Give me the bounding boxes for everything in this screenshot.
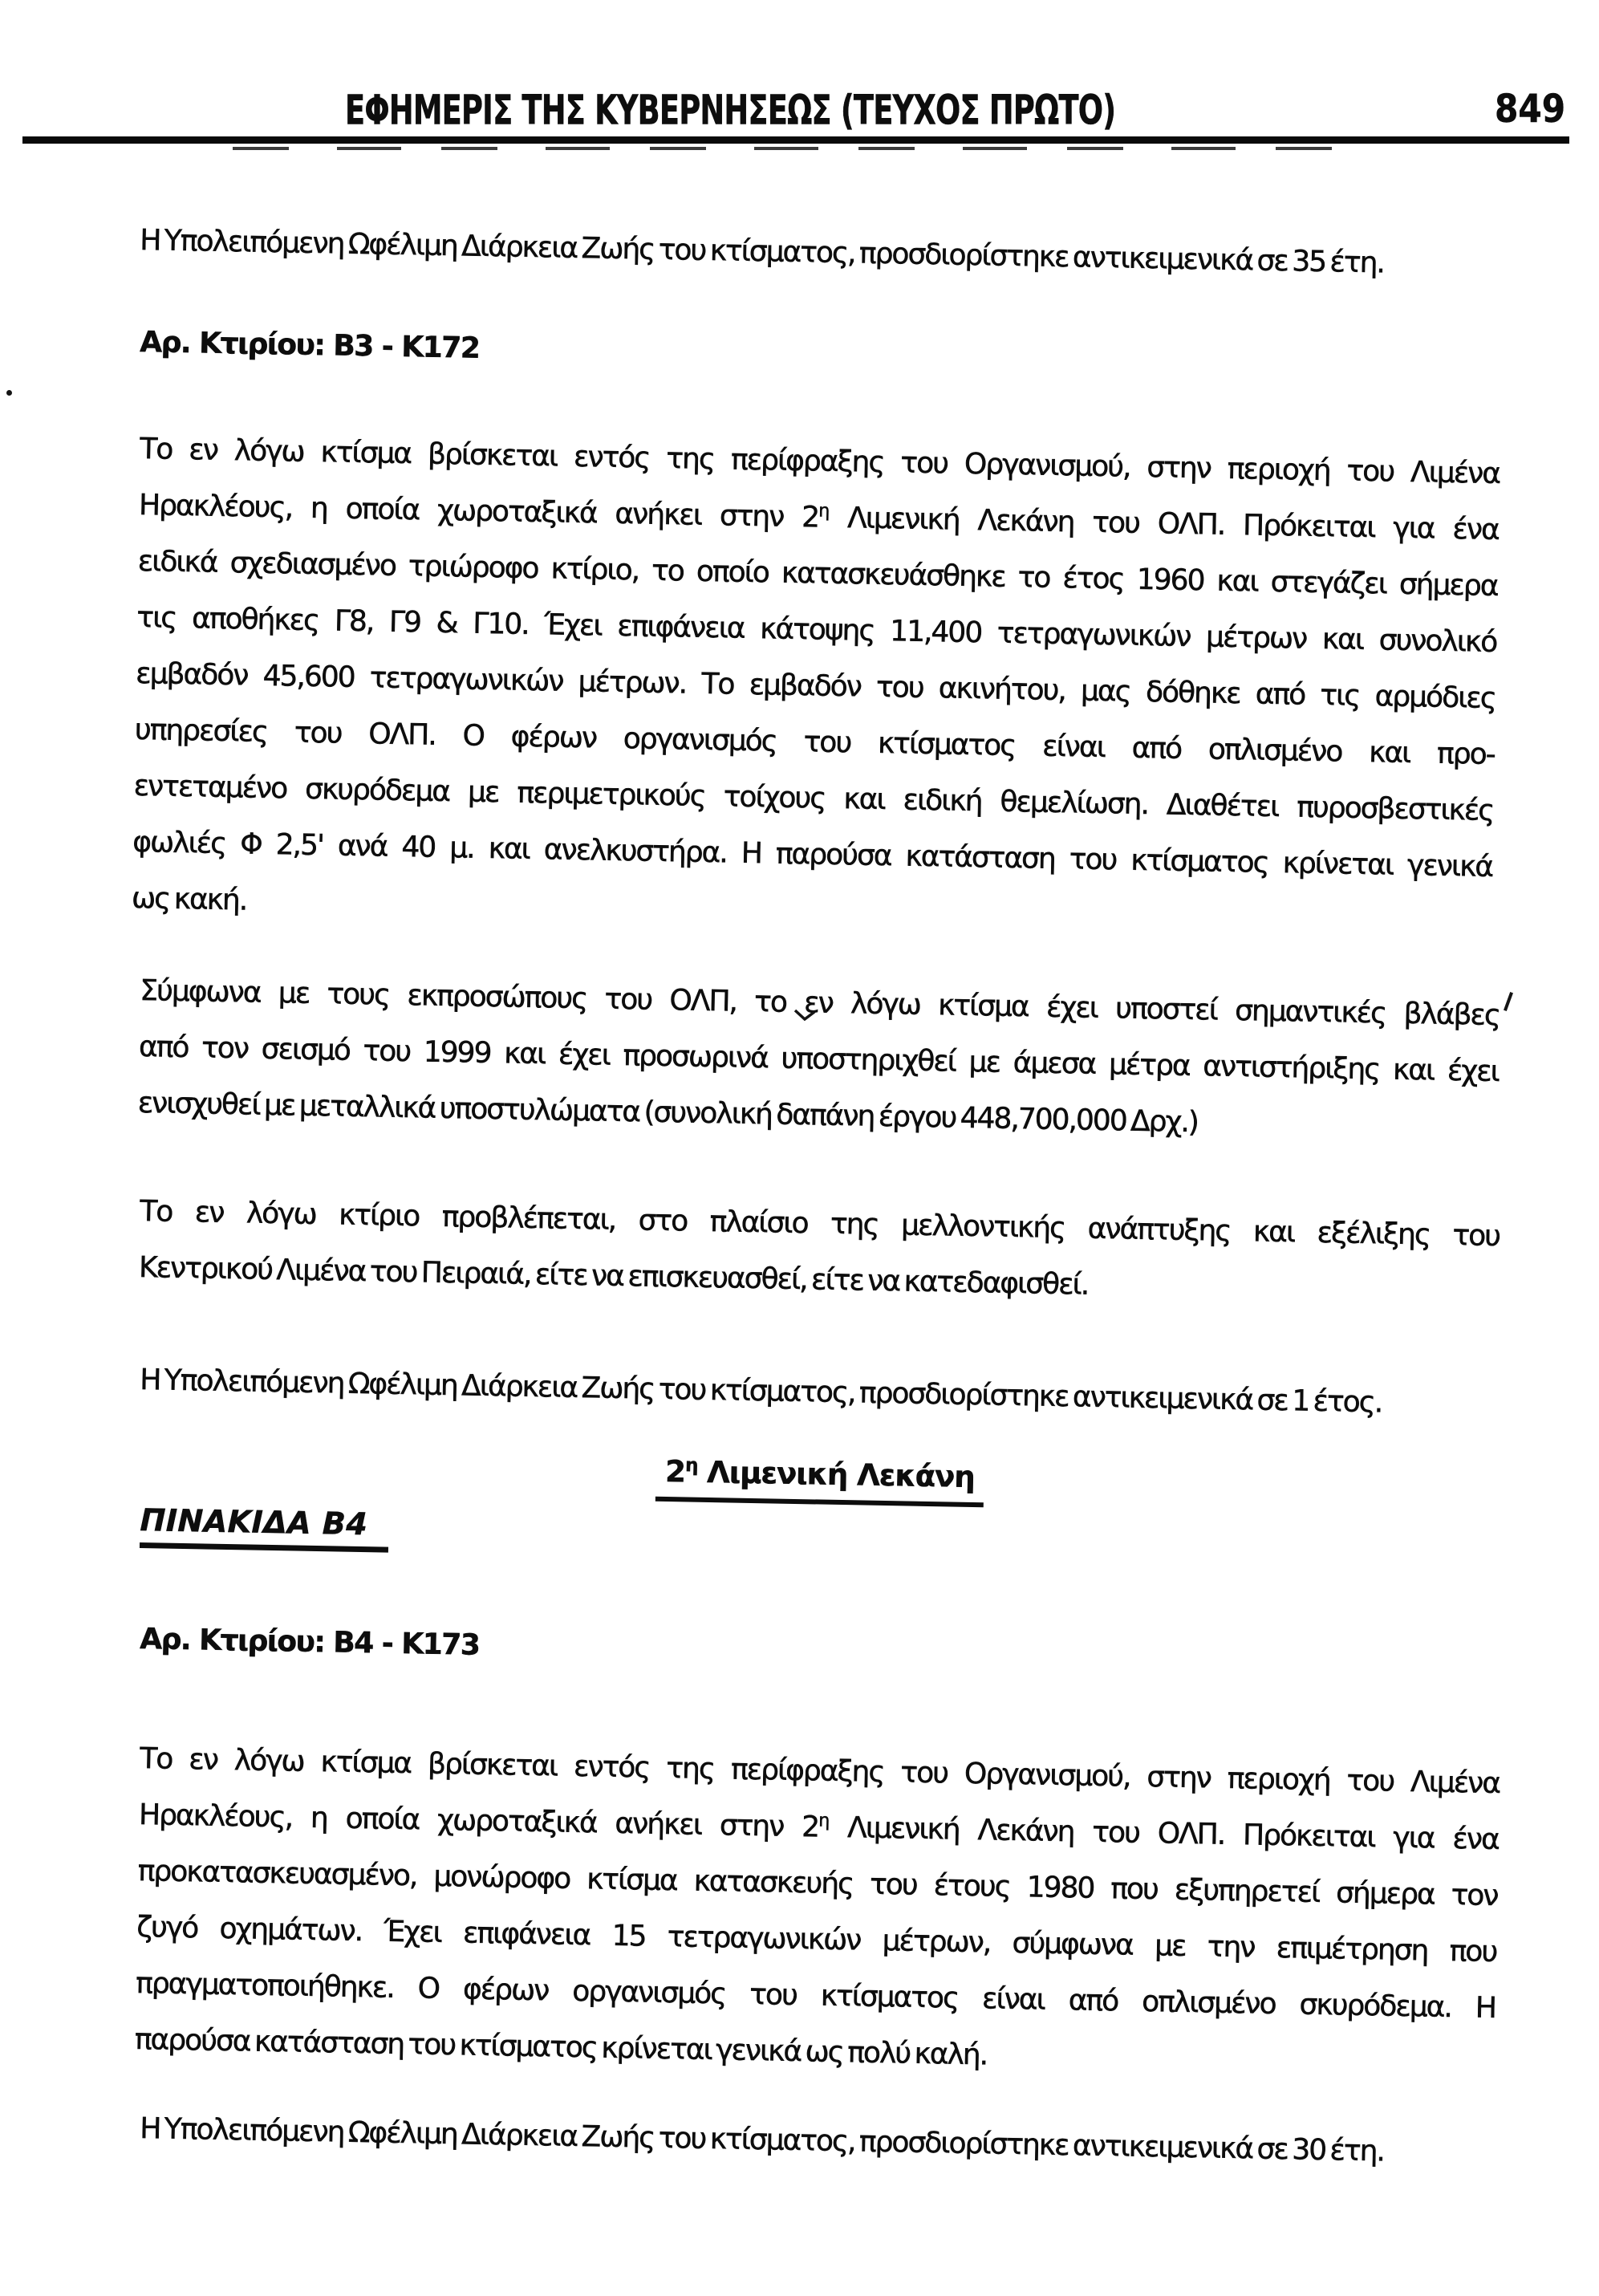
paragraph-building-b4-description [134, 1731, 1500, 2093]
text-line: προκατασκευασμένο, μονώροφο κτίσμα κατασκευής του έτους 1980 που εξυπηρετεί σήμερα τον [137, 1854, 1498, 1913]
scan-artifact-dot [6, 390, 12, 396]
building-number-label-b3-k172: Αρ. Κτιρίου: Β3 - Κ172 [139, 325, 480, 365]
plate-label-text: ΠΙΝΑΚΙΔΑ Β4 [140, 1502, 389, 1553]
page-header-title [0, 88, 1460, 132]
text-line: Σύμφωνα με τους εκπροσώπους του ΟΛΠ, το εν λόγω κτίσμα έχει υποστεί σημαντικές βλάβες [139, 973, 1500, 1033]
text-line: εμβαδόν 45,600 τετραγωνικών μέτρων. Το εμβαδόν του ακινήτου, μας δόθηκε από τις αρμόδιες [135, 656, 1496, 716]
text-line: ως κακή. [131, 881, 247, 917]
text-line: Ηρακλέους, η οποία χωροταξικά ανήκει στην $2^\eta$ Λιμενική Λεκάνη του ΟΛΠ. Πρόκειται για ένα [138, 488, 1500, 547]
text-line: Κεντρικού Λιμένα του Πειραιά, είτε να επισκευασθεί, είτε να κατεδαφισθεί. [138, 1250, 1089, 1302]
text-line: τις αποθήκες Γ8, Γ9 & Γ10. Έχει επιφάνεια κάτοψης 11,400 τετραγωνικών μέτρων και συνολικό [136, 600, 1497, 660]
text-line: εντεταμένο σκυρόδεμα με περιμετρικούς τοίχους και ειδική θεμελίωση. Διαθέτει πυροσβεστικές [133, 769, 1494, 827]
paragraph-remaining-life-prev-building [140, 213, 1500, 294]
text-line: ενισχυθεί με μεταλλικά υποστυλώματα (συνολική δαπάνη έργου 448,700,000 Δρχ.) [137, 1086, 1199, 1140]
text-line: υπηρεσίες του ΟΛΠ. Ο φέρων οργανισμός του κτίσματος είναι από οπλισμένο και προ- [134, 713, 1496, 771]
header-rule [22, 136, 1569, 144]
text-line: από τον σεισμό του 1999 και έχει προσωρινά υποστηριχθεί με άμεσα μέτρα αντιστήριξης και έχει [138, 1030, 1500, 1089]
paragraph-building-b3-earthquake-damage [137, 963, 1500, 1156]
paragraph-building-b3-future-plans [138, 1184, 1500, 1321]
text-line: ειδικά σχεδιασμένο τριώροφο κτίριο, το οποίο κατασκευάσθηκε το έτος 1960 και στεγάζει σήμερα [137, 544, 1498, 603]
text-line: πραγματοποιήθηκε. Ο φέρων οργανισμός του κτίσματος είναι από οπλισμένο σκυρόδεμα. Η [135, 1966, 1496, 2026]
text-line: Η Υπολειπόμενη Ωφέλιμη Διάρκεια Ζωής του κτίσματος, προσδιορίστηκε αντικειμενικά σε 1 έτος. [139, 1363, 1382, 1420]
text-line: Το εν λόγω κτίριο προβλέπεται, στο πλαίσιο της μελλοντικής ανάπτυξης και εξέλιξης του [139, 1194, 1500, 1254]
text-line: ζυγό οχημάτων. Έχει επιφάνεια 15 τετραγωνικών μέτρων, σύμφωνα με την επιμέτρηση που [136, 1910, 1497, 1969]
text-line: Το εν λόγω κτίσμα βρίσκεται εντός της περίφραξης του Οργανισμού, στην περιοχή του Λιμένα [139, 432, 1500, 491]
page-number: 849 [1494, 87, 1565, 132]
building-number-label-b4-k173: Αρ. Κτιρίου: Β4 - Κ173 [139, 1622, 480, 1662]
text-line: παρούσα κατάσταση του κτίσματος κρίνεται γενικά ως πολύ καλή. [134, 2022, 988, 2072]
paragraph-building-b3-description [131, 421, 1500, 952]
header-title-text: ΕΦΗΜΕΡΙΣ ΤΗΣ ΚΥΒΕΡΝΗΣΕΩΣ (ΤΕΥΧΟΣ ΠΡΩΤΟ) [344, 86, 1116, 134]
scan-artifact-tick [1504, 992, 1513, 1011]
scan-artifact-caret [793, 1008, 817, 1026]
text-line: Το εν λόγω κτίσμα βρίσκεται εντός της περίφραξης του Οργανισμού, στην περιοχή του Λιμένα [139, 1741, 1500, 1801]
header-rule-smudge [233, 147, 1380, 150]
text-line: Ηρακλέους, η οποία χωροταξικά ανήκει στην $2^\eta$ Λιμενική Λεκάνη του ΟΛΠ. Πρόκειται για ένα [138, 1798, 1500, 1857]
paragraph-remaining-life-b3 [140, 1352, 1500, 1433]
text-line: Η Υπολειπόμενη Ωφέλιμη Διάρκεια Ζωής του κτίσματος, προσδιορίστηκε αντικειμενικά σε 30 έτη. [139, 2111, 1385, 2168]
text-line: φωλιές Φ 2,5' ανά 40 μ. και ανελκυστήρα. Η παρούσα κατάσταση του κτίσματος κρίνεται γενικά [132, 825, 1493, 884]
text-line: Η Υπολειπόμενη Ωφέλιμη Διάρκεια Ζωής του κτίσματος, προσδιορίστηκε αντικειμενικά σε 35 έτη. [139, 223, 1385, 280]
paragraph-remaining-life-b4 [140, 2101, 1500, 2182]
section-heading-text: $2^\eta$ Λιμενική Λεκάνη [655, 1454, 984, 1507]
